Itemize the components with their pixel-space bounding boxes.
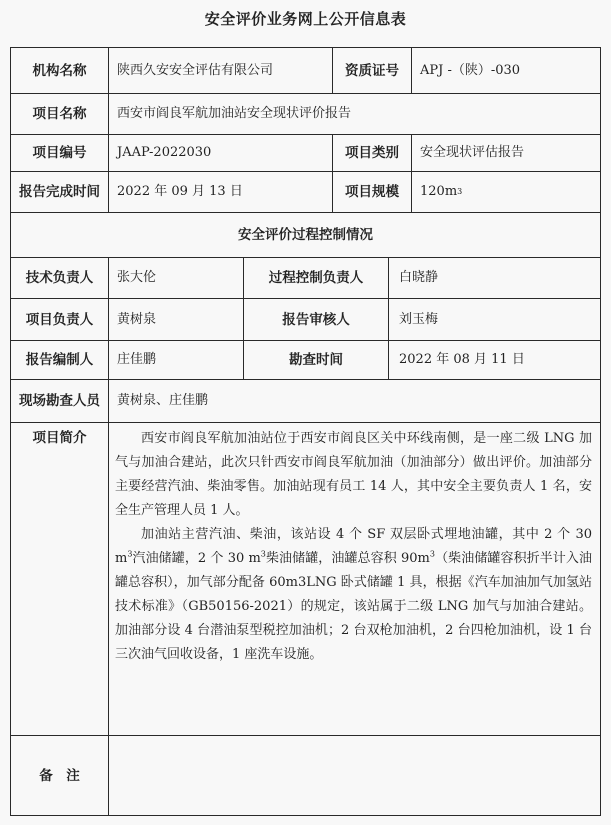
- project-lead-label: 项目负责人: [10, 298, 109, 341]
- org-value: 陕西久安安全评估有限公司: [108, 47, 333, 94]
- survey-staff-label: 现场勘查人员: [10, 379, 109, 423]
- project-no-value: JAAP-2022030: [108, 134, 333, 172]
- intro-paragraph-1: 西安市阎良军航加油站位于西安市阎良区关中环线南侧，是一座二级 LNG 加气与加油合建站，此次只针西安市阎良军航加油（加油部分）做出评价。加油部分主要经营汽油、柴油零售。加油站现有员工 14 人，其中安全主要负责人 1 名，安全生产管理人员 1 人。: [115, 431, 592, 518]
- reviewer-label: 报告审核人: [243, 298, 389, 341]
- intro-paragraph-2: 加油站主营汽油、柴油，该站设 4 个 SF 双层卧式埋地油罐，其中 2 个 30 $m^3$汽油储罐，2 个 30 $m^3$柴油储罐，油罐总容积 $90m^3$（柴油储罐容积折半计入油罐总容积），加气部分配备 60m3LNG 卧式储罐 1 具，根据《汽车加油加气加氢站技术标准》（GB50156-2021）的规定，该站属于二级 LNG 加气与加油合建站。加油部分设 4 台潜油泵型税控加油机；2 台双枪加油机，2 台四枪加油机，设 1 台三次油气回收设备，1 座洗车设施。: [115, 527, 592, 662]
- tech-lead-label: 技术负责人: [10, 257, 109, 299]
- project-no-label: 项目编号: [10, 134, 109, 172]
- project-type-label: 项目类别: [332, 134, 412, 172]
- project-lead-value: 黄树泉: [108, 298, 244, 341]
- project-scale-label: 项目规模: [332, 171, 412, 213]
- project-type-value: 安全现状评估报告: [411, 134, 601, 172]
- remarks-value: [108, 735, 601, 816]
- report-date-label: 报告完成时间: [10, 171, 109, 213]
- cert-label: 资质证号: [332, 47, 412, 94]
- survey-staff-value: 黄树泉、庄佳鹏: [108, 379, 601, 423]
- intro-label: 项目简介: [10, 422, 109, 736]
- process-lead-value: 白晓静: [388, 257, 601, 299]
- compiler-value: 庄佳鹏: [108, 340, 244, 380]
- project-name-label: 项目名称: [10, 93, 109, 135]
- compiler-label: 报告编制人: [10, 340, 109, 380]
- process-lead-label: 过程控制负责人: [243, 257, 389, 299]
- tech-lead-value: 张大伦: [108, 257, 244, 299]
- cert-value: APJ -（陕）-030: [411, 47, 601, 94]
- intro-text: [108, 422, 601, 736]
- reviewer-value: 刘玉梅: [388, 298, 601, 341]
- survey-time-value: 2022 年 08 月 11 日: [388, 340, 601, 380]
- project-scale-number: 120m: [420, 184, 458, 199]
- remarks-label: 备 注: [10, 735, 109, 816]
- project-scale-value: 120m 3: [411, 171, 601, 213]
- survey-time-label: 勘查时间: [243, 340, 389, 380]
- page-title: 安全评价业务网上公开信息表: [204, 10, 407, 28]
- project-name-value: 西安市阎良军航加油站安全现状评价报告: [108, 93, 601, 135]
- section-header: 安全评价过程控制情况: [10, 212, 601, 258]
- report-date-value: 2022 年 09 月 13 日: [108, 171, 333, 213]
- org-label: 机构名称: [10, 47, 109, 94]
